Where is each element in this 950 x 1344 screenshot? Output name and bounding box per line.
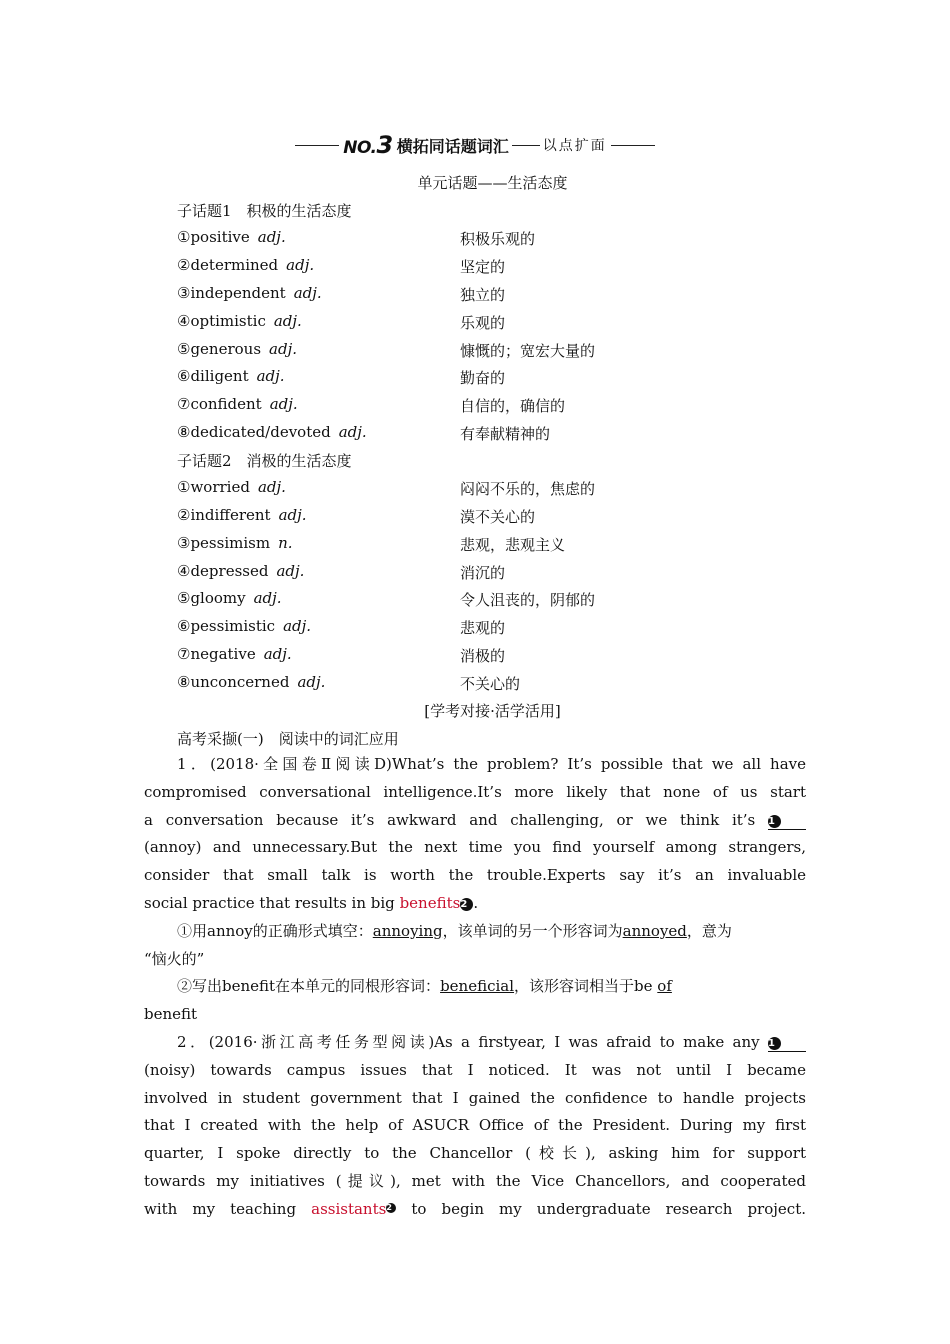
vocab-word: ④optimistic adj. [177,312,302,330]
vocab-word: ⑧unconcerned adj. [177,673,326,691]
banner-number: NO.3 [343,131,393,159]
q1-line: a conversation because it’s awkward and challenging, or we think it’s 1 [144,807,806,835]
q1-answer-1: ①用annoy的正确形式填空：annoying，该单词的另一个形容词为annoyed，意为 [177,921,732,940]
vocab-word: ⑤generous adj. [177,340,297,358]
q2-line: (noisy) towards campus issues that I noticed. It was not until I became [144,1060,806,1079]
vocab-meaning: 消极的 [460,647,506,665]
q2-line: 2．(2016·浙江高考任务型阅读)As a firstyear, I was afraid to make any 1 [144,1029,806,1057]
q1-line: compromised conversational intelligence.It’s more likely that none of us start [144,782,806,801]
q1-answer-1-meaning: “恼火的” [144,949,205,968]
vocab-meaning: 漠不关心的 [460,508,536,526]
q1-answer-2: ②写出benefit在本单元的同根形容词：beneficial，该形容词相当于be of [177,977,672,996]
answer-of: of [657,977,672,996]
unit-topic: 单元话题——生活态度 [417,174,568,192]
answer-blank [768,1033,806,1052]
vocab-meaning: 悲观，悲观主义 [460,536,566,554]
banner-rule-left [295,145,339,146]
q1-line: (annoy) and unnecessary.But the next time you find yourself among strangers, [144,838,806,857]
vocab-meaning: 独立的 [460,286,506,304]
blank-marker: 1 [768,1037,781,1050]
vocab-word: ①worried adj. [177,478,286,496]
vocab-word: ⑤gloomy adj. [177,589,282,607]
q1-answer-2-cont: benefit [144,1005,198,1024]
q2-line: quarter, I spoke directly to the Chancellor (校长), asking him for support [144,1144,806,1163]
vocab-meaning: 乐观的 [460,314,506,332]
answer-annoyed: annoyed [622,921,687,940]
banner-title: 横拓同话题词汇 [396,136,509,156]
vocab-meaning: 悲观的 [460,619,506,637]
highlighted-word: benefits [399,893,461,912]
q1-line: consider that small talk is worth the trouble.Experts say it’s an invaluable [144,866,806,885]
vocab-meaning: 闷闷不乐的，焦虑的 [460,480,596,498]
highlighted-word: assistants [311,1199,387,1218]
vocab-meaning: 慷慨的；宽宏大量的 [460,342,596,360]
vocab-word: ⑦confident adj. [177,395,298,413]
banner-rule-right [611,145,655,146]
vocab-word: ②indifferent adj. [177,506,307,524]
vocab-word: ③pessimism n. [177,534,293,552]
vocab-meaning: 有奉献精神的 [460,425,551,443]
q1-line: 1．(2018·全国卷Ⅱ阅读D)What’s the problem? It’s possible that we all have [177,755,806,773]
vocab-meaning: 坚定的 [460,258,506,276]
vocab-word: ⑥diligent adj. [177,367,285,385]
vocab-word: ⑧dedicated/devoted adj. [177,423,367,441]
answer-blank [768,811,806,830]
q2-line: involved in student government that I gained the confidence to handle projects [144,1088,806,1107]
banner-rule-mid [512,145,540,146]
vocab-word: ①positive adj. [177,228,286,246]
vocab-meaning: 不关心的 [460,675,521,693]
vocab-meaning: 勤奋的 [460,369,506,387]
question-2 [144,1029,806,1224]
subtopic1-heading: 子话题1 积极的生活态度 [177,202,352,220]
q1-line: social practice that results in big benefits2 . [144,893,479,912]
vocab-word: ⑥pessimistic adj. [177,617,312,635]
section-heading: 高考采撷(一) 阅读中的词汇应用 [177,730,399,748]
subtopic2-heading: 子话题2 消极的生活态度 [177,452,352,470]
vocab-meaning: 积极乐观的 [460,230,536,248]
question-1 [144,751,806,1029]
q2-line: with my teaching assistants2 to begin my undergraduate research project. [144,1199,806,1218]
word-marker: 2 [386,1203,396,1213]
answer-annoying: annoying [372,921,443,940]
vocab-meaning: 消沉的 [460,564,506,582]
vocab-word: ④depressed adj. [177,562,305,580]
vocab-meaning: 令人沮丧的，阴郁的 [460,591,596,609]
word-marker: 2 [460,898,473,911]
q2-line: towards my initiatives (提议), met with the Vice Chancellors, and cooperated [144,1171,806,1190]
answer-beneficial: beneficial [440,977,515,996]
vocab-word: ⑦negative adj. [177,645,292,663]
q2-line: that I created with the help of ASUCR Office of the President. During my first [144,1116,806,1135]
vocab-word: ②determined adj. [177,256,315,274]
blank-marker: 1 [768,815,781,828]
vocab-word: ③independent adj. [177,284,322,302]
banner-subtitle: 以点扩面 [542,138,607,154]
section-banner [0,130,950,160]
section-label: [学考对接·活学活用] [424,702,561,720]
vocab-meaning: 自信的，确信的 [460,397,566,415]
